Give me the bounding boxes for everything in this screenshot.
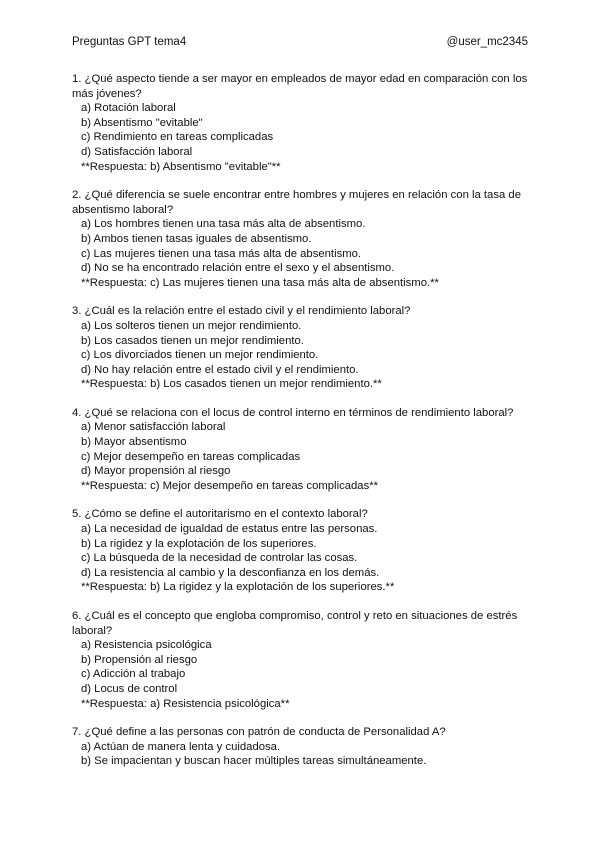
option-a: a) Los hombres tienen una tasa más alta de absentismo. bbox=[81, 218, 366, 231]
question-7 bbox=[72, 725, 532, 769]
question-text: 5. ¿Cómo se define el autoritarismo en el contexto laboral? bbox=[72, 508, 368, 521]
question-text: 3. ¿Cuál es la relación entre el estado civil y el rendimiento laboral? bbox=[72, 305, 411, 318]
option-a: a) Menor satisfacción laboral bbox=[81, 421, 226, 434]
answer: **Respuesta: c) Las mujeres tienen una tasa más alta de absentismo.** bbox=[81, 276, 439, 289]
option-b: b) Los casados tienen un mejor rendimiento. bbox=[81, 334, 304, 347]
option-a: a) Resistencia psicológica bbox=[81, 639, 212, 652]
question-4 bbox=[72, 406, 532, 494]
option-b: b) Absentismo "evitable" bbox=[81, 116, 203, 129]
option-a: a) Los solteros tienen un mejor rendimiento. bbox=[81, 319, 302, 332]
option-d: d) Satisfacción laboral bbox=[81, 145, 193, 158]
question-text: 1. ¿Qué aspecto tiende a ser mayor en empleados de mayor edad en comparación con los más jóvenes? bbox=[72, 73, 528, 100]
answer: **Respuesta: a) Resistencia psicológica** bbox=[81, 697, 290, 710]
question-text: 4. ¿Qué se relaciona con el locus de control interno en términos de rendimiento laboral? bbox=[72, 406, 514, 419]
option-d: d) La resistencia al cambio y la desconfianza en los demás. bbox=[81, 566, 380, 579]
option-b: b) Se impacientan y buscan hacer múltiples tareas simultáneamente. bbox=[81, 755, 427, 768]
option-c: c) La búsqueda de la necesidad de controlar las cosas. bbox=[81, 552, 358, 565]
question-2 bbox=[72, 188, 532, 290]
question-text: 2. ¿Qué diferencia se suele encontrar entre hombres y mujeres en relación con la tasa de absentismo laboral? bbox=[72, 189, 521, 216]
user-handle: @user_mc2345 bbox=[446, 36, 528, 48]
option-d: d) Locus de control bbox=[81, 682, 178, 695]
question-text: 7. ¿Qué define a las personas con patrón de conducta de Personalidad A? bbox=[72, 726, 446, 739]
option-c: c) Las mujeres tienen una tasa más alta de absentismo. bbox=[81, 247, 362, 260]
option-d: d) No hay relación entre el estado civil y el rendimiento. bbox=[81, 363, 359, 376]
option-a: a) La necesidad de igualdad de estatus entre las personas. bbox=[81, 523, 378, 536]
answer: **Respuesta: c) Mejor desempeño en tareas complicadas** bbox=[81, 479, 379, 492]
option-c: c) Adicción al trabajo bbox=[81, 668, 186, 681]
question-list bbox=[72, 72, 532, 783]
option-b: b) Mayor absentismo bbox=[81, 436, 187, 449]
answer: **Respuesta: b) Absentismo "evitable"** bbox=[81, 160, 281, 173]
question-text: 6. ¿Cuál es el concepto que engloba compromiso, control y reto en situaciones de estrés laboral? bbox=[72, 610, 518, 637]
question-3 bbox=[72, 304, 532, 392]
answer: **Respuesta: b) Los casados tienen un mejor rendimiento.** bbox=[81, 378, 382, 391]
question-6 bbox=[72, 609, 532, 711]
question-1 bbox=[72, 72, 532, 174]
option-b: b) Propensión al riesgo bbox=[81, 653, 198, 666]
option-a: a) Rotación laboral bbox=[81, 102, 176, 115]
option-c: c) Mejor desempeño en tareas complicadas bbox=[81, 450, 301, 463]
option-b: b) La rigidez y la explotación de los superiores. bbox=[81, 537, 317, 550]
question-5 bbox=[72, 507, 532, 595]
option-d: d) No se ha encontrado relación entre el sexo y el absentismo. bbox=[81, 262, 395, 275]
page-header bbox=[72, 36, 528, 52]
document-title: Preguntas GPT tema4 bbox=[72, 36, 187, 48]
option-c: c) Rendimiento en tareas complicadas bbox=[81, 131, 274, 144]
answer: **Respuesta: b) La rigidez y la explotación de los superiores.** bbox=[81, 581, 395, 594]
option-a: a) Actúan de manera lenta y cuidadosa. bbox=[81, 740, 281, 753]
option-b: b) Ambos tienen tasas iguales de absentismo. bbox=[81, 232, 312, 245]
option-c: c) Los divorciados tienen un mejor rendimiento. bbox=[81, 349, 319, 362]
option-d: d) Mayor propensión al riesgo bbox=[81, 465, 231, 478]
